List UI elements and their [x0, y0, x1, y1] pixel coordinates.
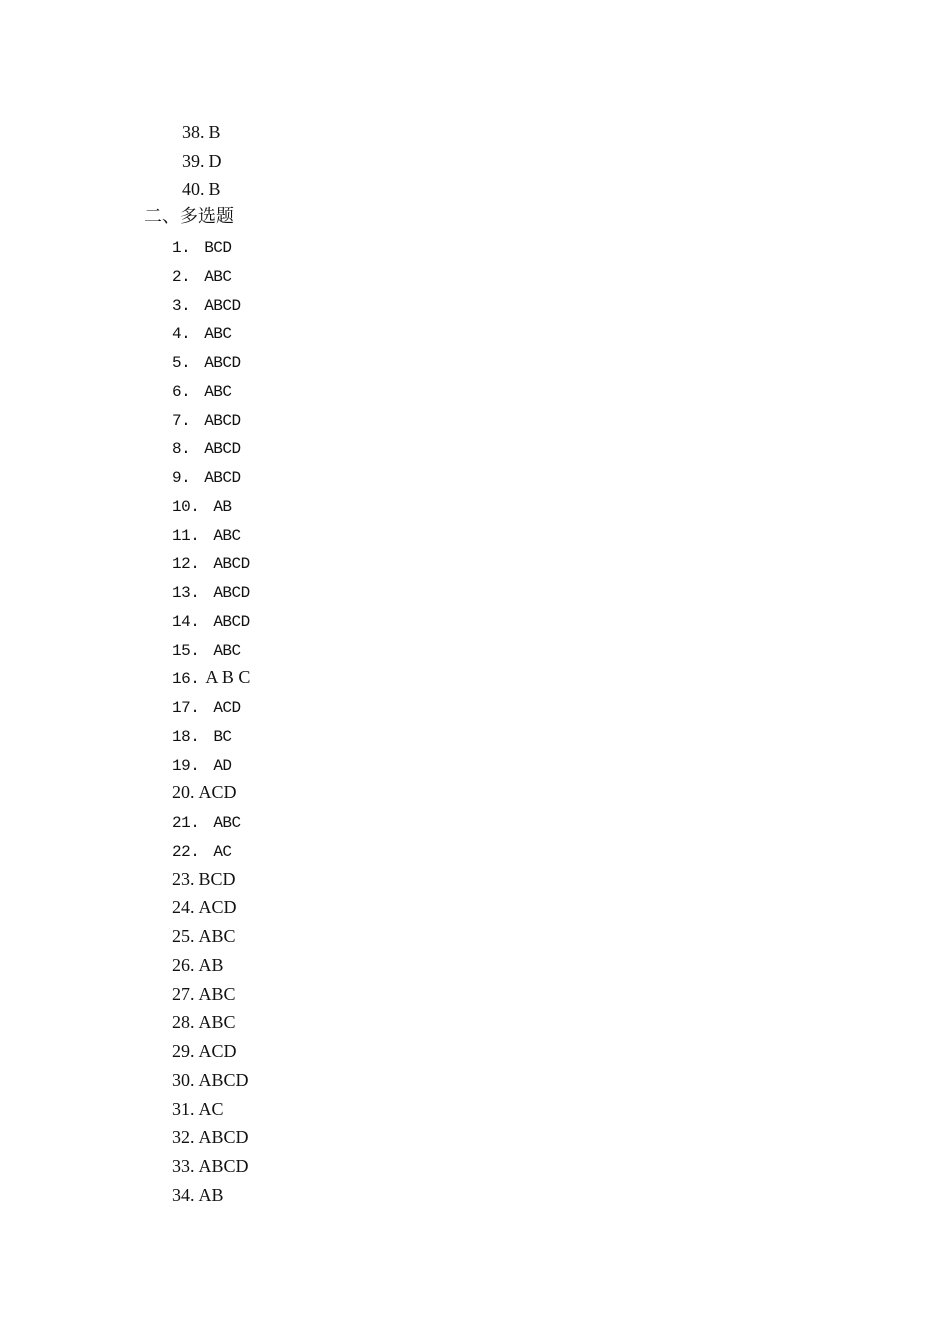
- answer-letters: AC: [198, 1098, 224, 1119]
- answer-letters: ABC: [198, 983, 236, 1004]
- question-number: 16.: [172, 670, 200, 689]
- answer-line: [172, 926, 236, 946]
- answer-line: [172, 524, 241, 546]
- question-number: 32.: [172, 1127, 195, 1148]
- answer-letters: BC: [213, 727, 232, 746]
- answer-letters: AD: [213, 756, 232, 775]
- answer-letters: ABCD: [198, 1127, 249, 1148]
- answer-letters: ABCD: [198, 1156, 249, 1176]
- answer-letters: ABCD: [204, 411, 241, 430]
- question-number: 39.: [182, 150, 205, 171]
- question-number: 22.: [172, 842, 200, 861]
- question-number: 6.: [172, 382, 191, 401]
- question-number: 14.: [172, 612, 200, 631]
- answer-line: [172, 696, 241, 718]
- question-number: 18.: [172, 727, 200, 746]
- question-number: 7.: [172, 411, 191, 430]
- answer-letters: ABCD: [204, 296, 241, 315]
- answer-line: [172, 1185, 224, 1205]
- answer-letters: ABC: [213, 526, 241, 545]
- answer-line: [182, 122, 221, 142]
- question-number: 27.: [172, 983, 195, 1004]
- question-number: 28.: [172, 1012, 195, 1033]
- question-number: 26.: [172, 954, 195, 975]
- answer-letters: AB: [198, 954, 224, 975]
- answer-letters: ABC: [213, 641, 241, 660]
- question-number: 4.: [172, 325, 191, 344]
- answer-line: [172, 1156, 249, 1176]
- answer-line: [172, 437, 241, 459]
- question-number: 9.: [172, 469, 191, 487]
- answer-line: [172, 897, 237, 917]
- question-number: 40.: [182, 179, 205, 200]
- question-number: 15.: [172, 641, 200, 660]
- answer-letters: ABCD: [213, 612, 250, 631]
- answer-letters: ABCD: [198, 1069, 249, 1090]
- question-number: 12.: [172, 555, 200, 574]
- question-number: 3.: [172, 296, 191, 315]
- answer-letters: ABCD: [213, 555, 250, 574]
- answer-line: [172, 265, 232, 287]
- answer-letters: ABCD: [204, 354, 241, 372]
- question-number: 20.: [172, 782, 195, 803]
- answer-line: [172, 1070, 249, 1090]
- answer-line: [172, 495, 232, 517]
- answer-letters: ABC: [198, 926, 236, 946]
- answer-line: [172, 351, 241, 373]
- question-number: 31.: [172, 1098, 195, 1119]
- answer-letters: ABCD: [213, 584, 250, 602]
- answer-letters: AC: [213, 842, 232, 861]
- answer-letters: ACD: [198, 1041, 237, 1061]
- question-number: 33.: [172, 1156, 195, 1176]
- answer-line: [172, 610, 250, 632]
- question-number: 23.: [172, 868, 195, 889]
- answer-letters: B: [208, 122, 221, 142]
- answer-line: [172, 984, 236, 1004]
- question-number: 34.: [172, 1184, 195, 1205]
- answer-line: [172, 754, 232, 776]
- answer-letters: ABC: [198, 1012, 236, 1033]
- answer-letters: AB: [198, 1184, 224, 1205]
- answer-letters: ACD: [198, 782, 237, 803]
- answer-line: [172, 552, 250, 574]
- answer-letters: ABC: [204, 267, 232, 286]
- answer-line: [172, 1041, 237, 1061]
- question-number: 5.: [172, 354, 191, 372]
- question-number: 2.: [172, 267, 191, 286]
- question-number: 17.: [172, 699, 200, 717]
- answer-line: [172, 1012, 236, 1032]
- answer-letters: ABC: [204, 325, 232, 344]
- question-number: 24.: [172, 897, 195, 918]
- answer-line: [182, 179, 221, 199]
- question-number: 29.: [172, 1041, 195, 1061]
- answer-line: [182, 151, 222, 171]
- question-number: 11.: [172, 526, 200, 545]
- question-number: 1.: [172, 239, 191, 257]
- answer-line: [172, 1099, 224, 1119]
- answer-line: [172, 639, 241, 661]
- answer-line: [172, 294, 241, 316]
- question-number: 8.: [172, 440, 191, 459]
- question-number: 30.: [172, 1069, 195, 1090]
- answer-letters: ABC: [213, 814, 241, 832]
- answer-letters: ABC: [204, 382, 232, 401]
- answer-letters: AB: [213, 497, 232, 516]
- question-number: 21.: [172, 814, 200, 832]
- answer-letters: D: [208, 150, 222, 171]
- answer-line: [172, 581, 250, 603]
- answer-line: [172, 667, 250, 689]
- answer-line: [172, 725, 232, 747]
- answer-letters: ACD: [213, 699, 241, 717]
- answer-letters: B: [208, 179, 221, 200]
- answer-letters: BCD: [204, 239, 232, 257]
- answer-letters: ABCD: [204, 469, 241, 487]
- answer-letters: BCD: [198, 868, 236, 889]
- question-number: 19.: [172, 756, 200, 775]
- answer-line: [172, 782, 237, 802]
- answer-line: [172, 236, 232, 258]
- answer-line: [172, 811, 241, 833]
- question-number: 10.: [172, 497, 200, 516]
- answer-line: [172, 840, 232, 862]
- answer-line: [172, 955, 224, 975]
- answer-letters: A B C: [205, 667, 251, 688]
- answer-line: [172, 466, 241, 488]
- answer-line: [172, 322, 232, 344]
- answer-letters: ACD: [198, 897, 237, 918]
- answer-line: [172, 409, 241, 431]
- section-title: 二、多选题: [144, 206, 234, 227]
- question-number: 13.: [172, 584, 200, 602]
- answer-line: [172, 869, 236, 889]
- answer-line: [172, 380, 232, 402]
- question-number: 38.: [182, 122, 205, 142]
- question-number: 25.: [172, 926, 195, 946]
- answer-letters: ABCD: [204, 440, 241, 459]
- answer-line: [172, 1127, 249, 1147]
